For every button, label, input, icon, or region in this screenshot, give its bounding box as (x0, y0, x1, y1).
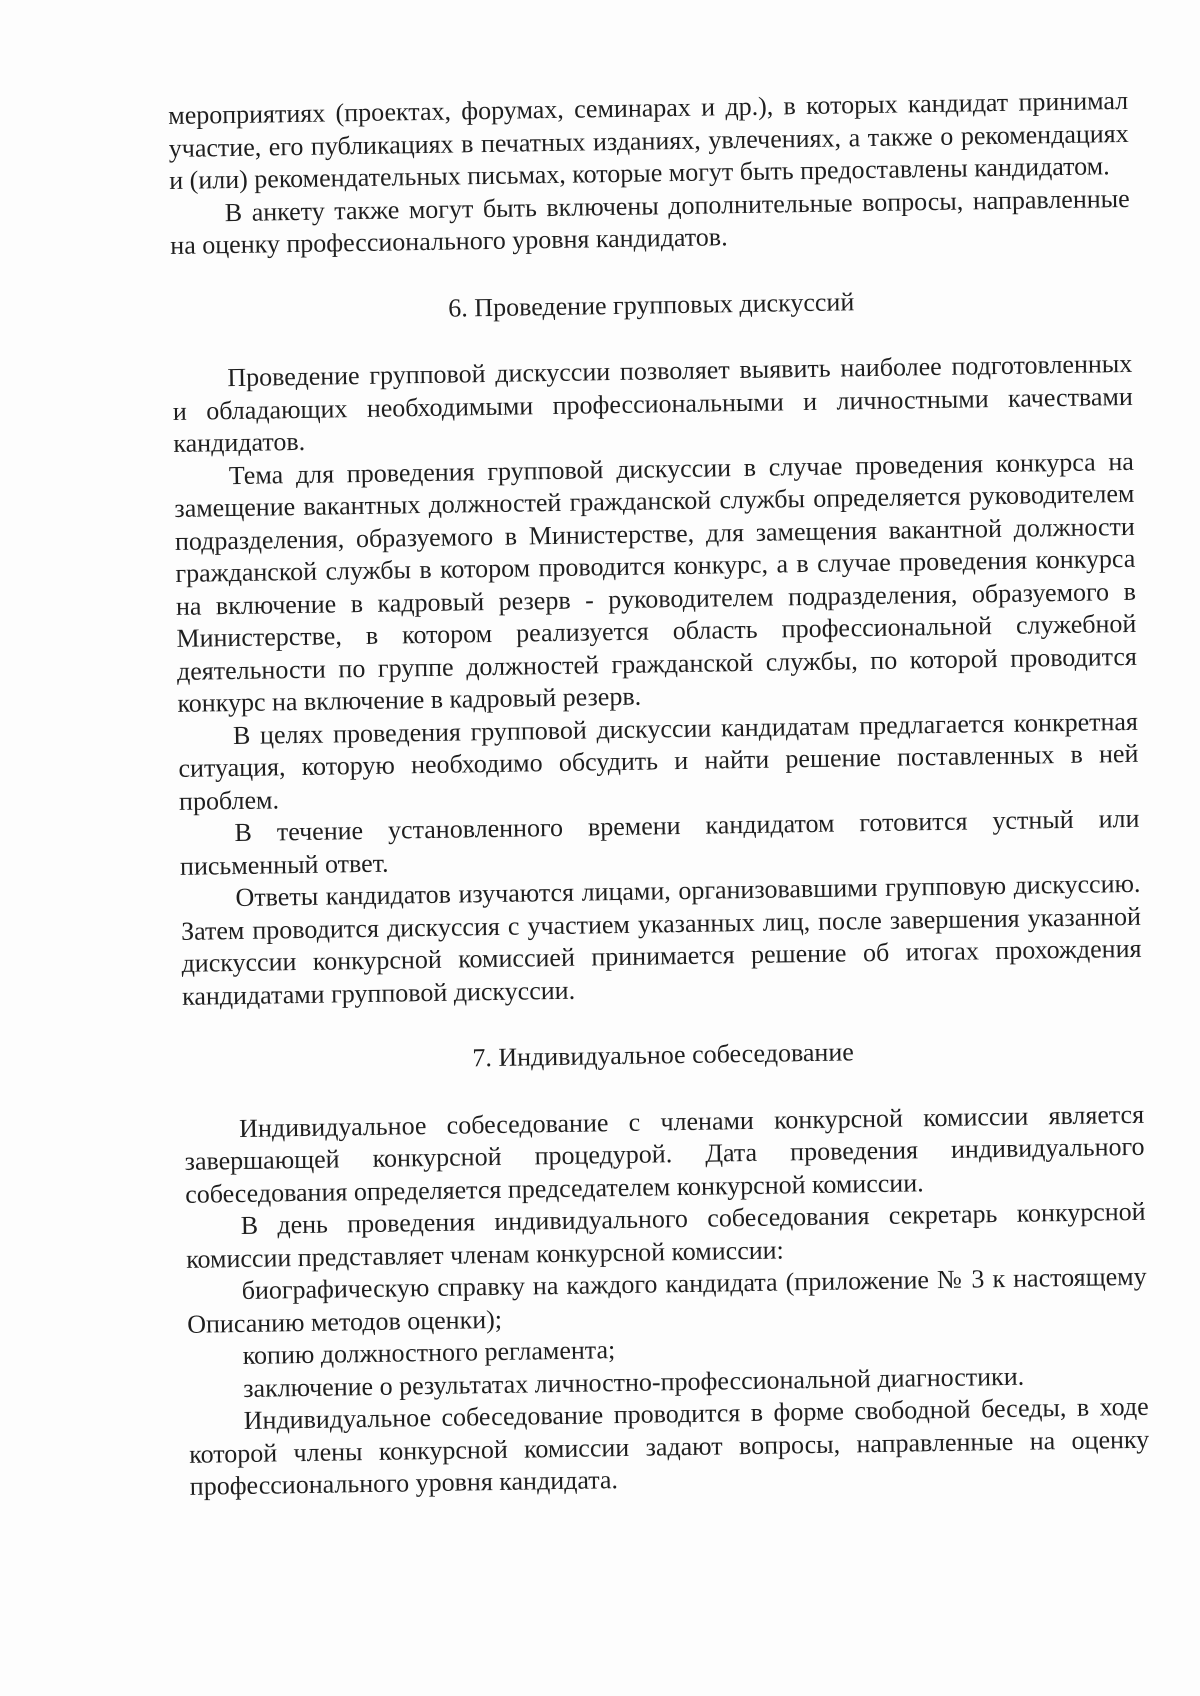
paragraph-candidate-activities: мероприятиях (проектах, форумах, семинарах и др.), в которых кандидат принимал участие, его публикациях в печатных изданиях, увлечениях, а также о рекомендациях и (или) рекомендательных письмах, которые могут быть предоставлены кандидатом. (168, 85, 1129, 195)
paragraph-additional-questions: В анкету также могут быть включены дополнительные вопросы, направленные на оценку профессионального уровня кандидатов. (170, 183, 1130, 260)
list-item-diagnostics: заключение о результатах личностно-профессиональной диагностики. (243, 1361, 1025, 1403)
section-6-heading: 6. Проведение групповых дискуссий (448, 286, 855, 323)
scanned-text-block (168, 85, 1150, 1503)
paragraph-discussion-purpose: Проведение групповой дискуссии позволяет выявить наиболее подготовленных и обладающих необходимыми профессиональными и личностными качествами кандидатов. (172, 348, 1133, 458)
list-item-regulation: копию должностного регламента; (242, 1335, 616, 1370)
paragraph-interview-form: Индивидуальное собеседование проводится в форме свободной беседы, в ходе которой члены конкурсной комиссии задают вопросы, направленные на оценку профессионального уровня кандидата. (189, 1391, 1150, 1501)
paragraph-interview-intro: Индивидуальное собеседование с членами конкурсной комиссии является завершающей конкурсной процедурой. Дата проведения индивидуального собеседования определяется председателем конкурсной комиссии. (184, 1099, 1145, 1209)
list-item-biography: биографическую справку на каждого кандидата (приложение № 3 к настоящему Описанию методов оценки); (186, 1261, 1147, 1339)
paragraph-discussion-topic: Тема для проведения групповой дискуссии в случае проведения конкурса на замещение вакантных должностей гражданской службы определяется руководителем подразделения, образуемого в Министерстве, для замещения вакантной должности гражданской службы в котором проводится конкурс, а в случае проведения конкурса на включение в кадровый резерв - руководителем подразделения, образуемого в Министерстве, в котором реализуется область профессиональной служебной деятельности по группе должностей гражданской службы, по которой проводится конкурс на включение в кадровый резерв. (174, 446, 1138, 718)
paragraph-interview-day: В день проведения индивидуального собеседования секретарь конкурсной комиссии представляет членам конкурсной комиссии: (185, 1196, 1146, 1274)
paragraph-discussion-answer: В течение установленного времени кандидатом готовится устный или письменный ответ. (179, 803, 1140, 881)
section-7-heading: 7. Индивидуальное собеседование (472, 1037, 855, 1073)
paragraph-discussion-results: Ответы кандидатов изучаются лицами, организовавшими групповую дискуссию. Затем проводится дискуссия с участием указанных лиц, после завершения указанной дискуссии конкурсной комиссией принимается решение об итогах прохождения кандидатами групповой дискуссии. (180, 868, 1142, 1011)
paragraph-discussion-situation: В целях проведения групповой дискуссии кандидатам предлагается конкретная ситуация, которую необходимо обсудить и найти решение поставленных в ней проблем. (178, 706, 1139, 816)
